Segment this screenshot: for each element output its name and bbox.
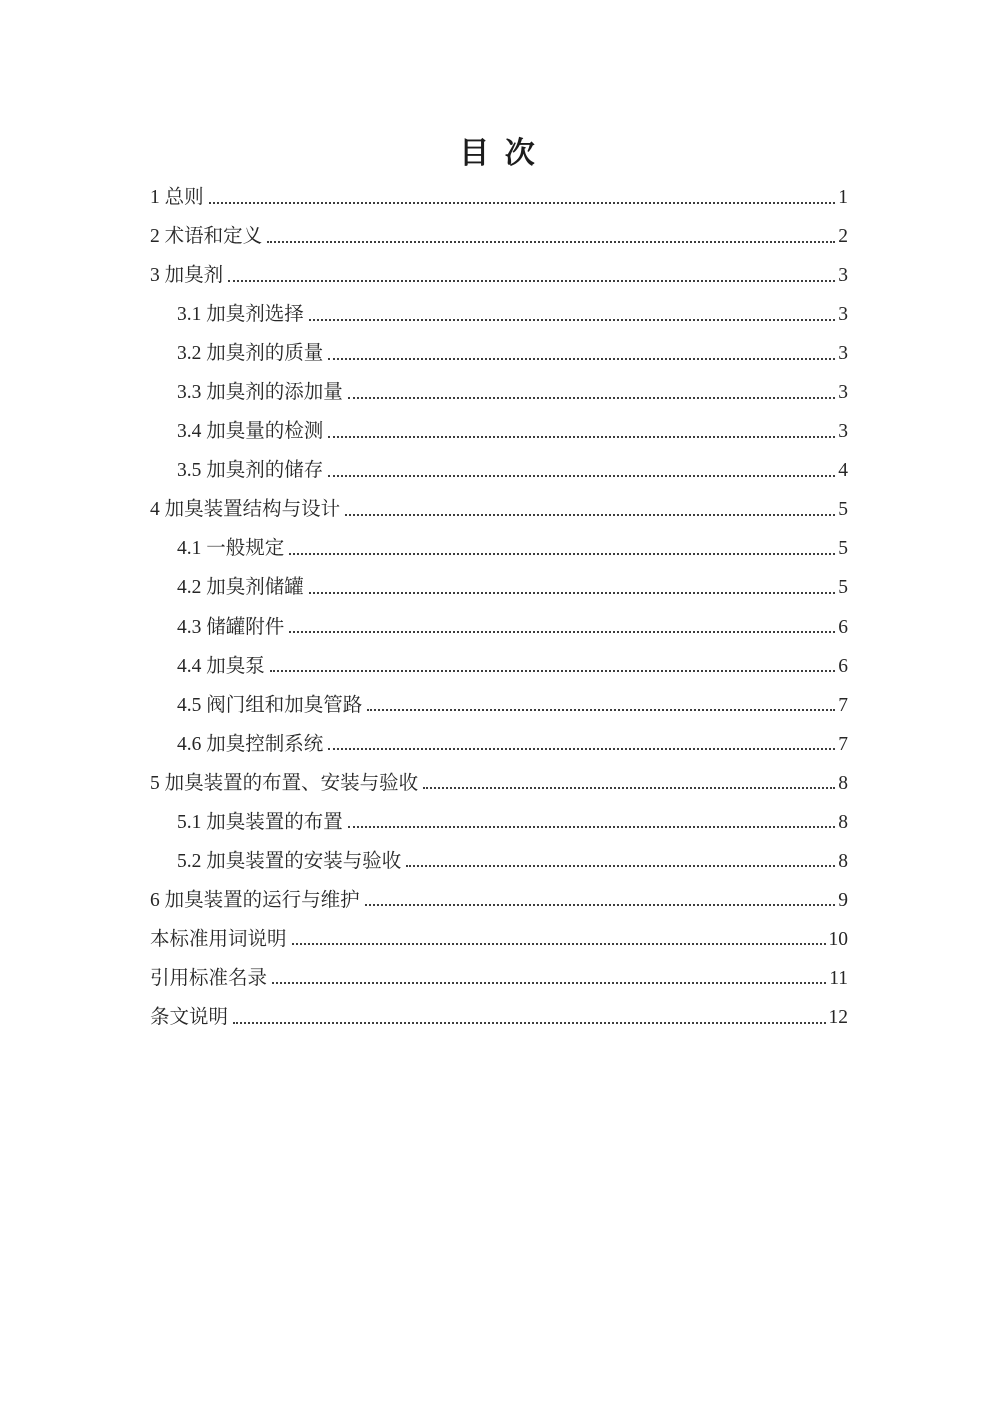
page-title: 目 次 bbox=[459, 137, 539, 170]
dot-leader bbox=[267, 241, 835, 243]
toc-entry-page: 4 bbox=[838, 460, 848, 482]
dot-leader bbox=[289, 631, 835, 633]
dot-leader bbox=[328, 748, 835, 750]
toc-entry bbox=[150, 608, 848, 647]
toc-entry-label: 4.5 阀门组和加臭管路 bbox=[177, 694, 363, 716]
toc-entry bbox=[150, 412, 848, 451]
toc-entry-page: 3 bbox=[838, 343, 848, 365]
toc-entry bbox=[150, 334, 848, 373]
toc-entry-label: 2 术语和定义 bbox=[150, 226, 263, 248]
dot-leader bbox=[209, 202, 836, 204]
toc-entry-label: 1 总则 bbox=[150, 187, 204, 208]
toc-entry-page: 8 bbox=[838, 850, 848, 872]
toc-entry-page: 7 bbox=[838, 733, 848, 755]
toc-entry bbox=[150, 920, 848, 959]
table-of-contents bbox=[150, 134, 848, 1037]
dot-leader bbox=[328, 475, 835, 477]
toc-entry-page: 3 bbox=[838, 265, 848, 287]
toc-entry-page: 3 bbox=[838, 382, 848, 404]
toc-entry-page: 6 bbox=[838, 616, 848, 638]
dot-leader bbox=[328, 358, 835, 360]
toc-entry-page: 9 bbox=[838, 889, 848, 911]
dot-leader bbox=[367, 709, 835, 711]
toc-entry-page: 1 bbox=[838, 187, 848, 208]
dot-leader bbox=[228, 280, 835, 282]
toc-entry-label: 本标准用词说明 bbox=[150, 928, 287, 950]
dot-leader bbox=[348, 397, 835, 399]
toc-entry-page: 8 bbox=[838, 811, 848, 833]
toc-entries bbox=[150, 178, 848, 1037]
toc-entry bbox=[150, 490, 848, 529]
toc-entry-page: 8 bbox=[838, 772, 848, 794]
toc-entry-label: 4.4 加臭泵 bbox=[177, 655, 265, 677]
toc-entry-page: 2 bbox=[838, 226, 848, 248]
dot-leader bbox=[423, 787, 835, 789]
toc-entry bbox=[150, 568, 848, 607]
toc-entry bbox=[150, 803, 848, 842]
dot-leader bbox=[272, 982, 826, 984]
toc-entry-page: 11 bbox=[829, 967, 848, 989]
toc-entry-label: 3.2 加臭剂的质量 bbox=[177, 343, 324, 365]
toc-entry-page: 10 bbox=[828, 928, 848, 950]
toc-entry bbox=[150, 256, 848, 295]
toc-entry-page: 5 bbox=[838, 577, 848, 599]
toc-entry-label: 6 加臭装置的运行与维护 bbox=[150, 889, 360, 911]
toc-entry bbox=[150, 451, 848, 490]
toc-entry bbox=[150, 178, 848, 217]
dot-leader bbox=[270, 670, 835, 672]
toc-entry-label: 5.2 加臭装置的安装与验收 bbox=[177, 850, 402, 872]
toc-entry bbox=[150, 647, 848, 686]
dot-leader bbox=[345, 514, 835, 516]
dot-leader bbox=[309, 592, 835, 594]
toc-entry-label: 4.3 储罐附件 bbox=[177, 616, 285, 638]
toc-entry-label: 3.3 加臭剂的添加量 bbox=[177, 382, 343, 404]
toc-entry-page: 12 bbox=[828, 1006, 848, 1028]
toc-entry-page: 5 bbox=[838, 499, 848, 521]
toc-entry bbox=[150, 764, 848, 803]
toc-entry bbox=[150, 217, 848, 256]
dot-leader bbox=[292, 943, 826, 945]
toc-entry-page: 3 bbox=[838, 304, 848, 326]
toc-entry-label: 条文说明 bbox=[150, 1006, 229, 1028]
toc-entry bbox=[150, 881, 848, 920]
toc-entry-label: 5.1 加臭装置的布置 bbox=[177, 811, 343, 833]
toc-entry-page: 6 bbox=[838, 655, 848, 677]
toc-entry bbox=[150, 295, 848, 334]
dot-leader bbox=[328, 436, 835, 438]
toc-entry-label: 4.1 一般规定 bbox=[177, 538, 285, 560]
toc-entry-label: 4.6 加臭控制系统 bbox=[177, 733, 324, 755]
toc-entry-label: 引用标准名录 bbox=[150, 967, 268, 989]
toc-entry-page: 5 bbox=[838, 538, 848, 560]
toc-entry-label: 5 加臭装置的布置、安装与验收 bbox=[150, 772, 419, 794]
toc-entry bbox=[150, 373, 848, 412]
toc-entry bbox=[150, 529, 848, 568]
toc-entry bbox=[150, 686, 848, 725]
toc-entry bbox=[150, 959, 848, 998]
toc-entry-label: 3.1 加臭剂选择 bbox=[177, 304, 304, 326]
toc-entry-label: 4 加臭装置结构与设计 bbox=[150, 499, 341, 521]
toc-entry-label: 3.5 加臭剂的储存 bbox=[177, 460, 324, 482]
toc-entry bbox=[150, 842, 848, 881]
toc-entry-label: 3.4 加臭量的检测 bbox=[177, 421, 324, 443]
dot-leader bbox=[406, 865, 835, 867]
dot-leader bbox=[309, 319, 835, 321]
dot-leader bbox=[233, 1022, 825, 1024]
toc-entry-page: 3 bbox=[838, 421, 848, 443]
toc-entry bbox=[150, 725, 848, 764]
toc-entry-label: 3 加臭剂 bbox=[150, 265, 224, 287]
toc-entry bbox=[150, 998, 848, 1037]
dot-leader bbox=[348, 826, 835, 828]
dot-leader bbox=[365, 904, 836, 906]
dot-leader bbox=[289, 553, 835, 555]
toc-entry-label: 4.2 加臭剂储罐 bbox=[177, 577, 304, 599]
toc-entry-page: 7 bbox=[838, 694, 848, 716]
